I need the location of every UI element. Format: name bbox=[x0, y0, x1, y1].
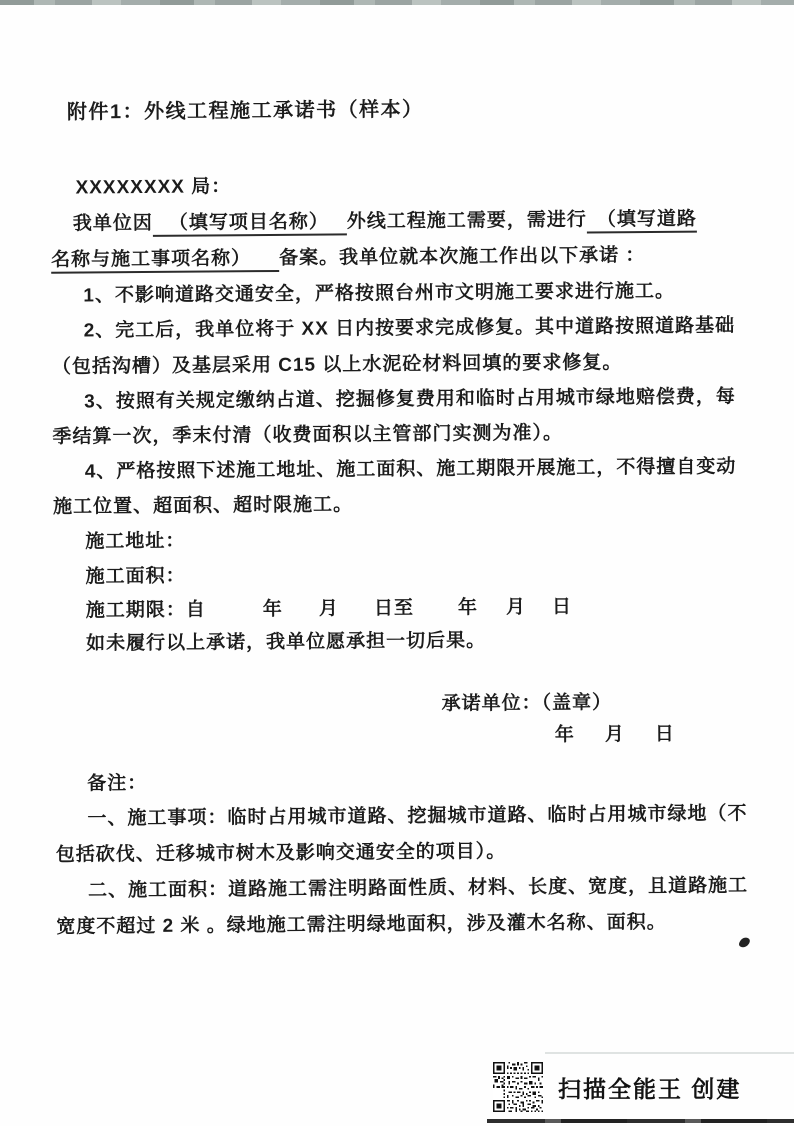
signature-date-year: 年 bbox=[554, 724, 575, 746]
intro-seg2: 外线工程施工需要，需进行 bbox=[346, 209, 587, 233]
scan-bottom-edge-artifact bbox=[487, 1119, 794, 1123]
period-day-1: 日至 bbox=[373, 597, 414, 620]
commitment-2-line-2: （包括沟槽）及基层采用 C15 以上水泥砼材料回填的要求修复。 bbox=[51, 352, 623, 378]
commitment-4-line-2: 施工位置、超面积、超时限施工。 bbox=[52, 494, 354, 518]
note-2-line-1: 二、施工面积：道路施工需注明路面性质、材料、长度、宽度，且道路施工 bbox=[87, 875, 749, 902]
qr-code-icon bbox=[492, 1062, 544, 1112]
blank-road-name-part1: （填写道路 bbox=[587, 209, 697, 234]
period-year-1: 年 bbox=[262, 598, 283, 621]
salutation: XXXXXXXX 局： bbox=[75, 176, 232, 199]
scanner-watermark bbox=[492, 1062, 741, 1112]
intro-line-2 bbox=[51, 245, 645, 272]
scan-shadow-line-artifact bbox=[545, 1052, 794, 1054]
blank-road-name-part2: 名称与施工事项名称） bbox=[51, 248, 279, 274]
field-address-label: 施工地址： bbox=[85, 530, 186, 553]
field-period-label: 施工期限：自 bbox=[85, 599, 206, 622]
period-month-1: 月 bbox=[318, 598, 339, 620]
signature-unit-label: 承诺单位：（盖章） bbox=[441, 692, 613, 715]
intro-line-1 bbox=[73, 209, 697, 236]
commitment-4-line-1: 4、严格按照下述施工地址、施工面积、施工期限开展施工，不得擅自变动 bbox=[84, 456, 737, 483]
scanner-watermark-label: 扫描全能王 创建 bbox=[558, 1075, 742, 1102]
consequence-statement: 如未履行以上承诺，我单位愿承担一切后果。 bbox=[86, 630, 487, 655]
intro-seg3: 备案。我单位就本次施工作出以下承诺 ： bbox=[279, 245, 646, 269]
blank-project-name: （填写项目名称） bbox=[153, 211, 347, 237]
document-title: 附件1：外线工程施工承诺书（样本） bbox=[66, 98, 424, 124]
commitment-2-line-1: 2、完工后，我单位将于 XX 日内按要求完成修复。其中道路按照道路基础 bbox=[83, 315, 736, 342]
period-month-2: 月 bbox=[505, 597, 527, 619]
signature-date-day: 日 bbox=[654, 723, 675, 746]
period-year-2: 年 bbox=[457, 597, 479, 619]
commitment-3-line-2: 季结算一次，季末付清（收费面积以主管部门实测为准）。 bbox=[52, 422, 564, 448]
intro-seg1: 我单位因 bbox=[72, 212, 153, 235]
note-1-line-2: 包括砍伐、迁移城市树木及影响交通安全的项目）。 bbox=[55, 841, 507, 866]
period-day-2: 日 bbox=[551, 596, 573, 618]
field-area-label: 施工面积： bbox=[85, 565, 186, 588]
field-period-row bbox=[86, 597, 572, 623]
signature-date-row bbox=[555, 724, 675, 747]
notes-header: 备注： bbox=[87, 772, 148, 795]
commitment-3-line-1: 3、按照有关规定缴纳占道、挖掘修复费用和临时占用城市绿地赔偿费，每 bbox=[84, 386, 736, 413]
commitment-1: 1、不影响道路交通安全，严格按照台州市文明施工要求进行施工。 bbox=[83, 280, 676, 307]
note-2-line-2: 宽度不超过 2 米 。绿地施工需注明绿地面积，涉及灌木名称、面积。 bbox=[56, 911, 667, 938]
note-1-line-1: 一、施工事项：临时占用城市道路、挖掘城市道路、临时占用城市绿地（不 bbox=[87, 803, 748, 830]
signature-date-month: 月 bbox=[604, 724, 625, 746]
